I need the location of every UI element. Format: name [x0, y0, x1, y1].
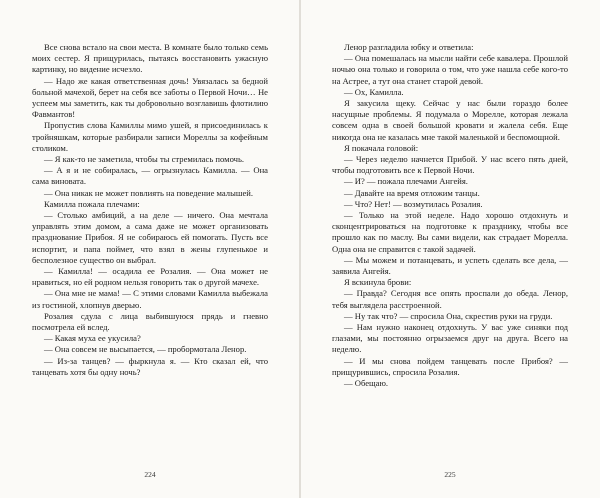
paragraph: Розалия сдула с лица выбившуюся прядь и гневно посмотрела ей вслед.	[32, 310, 268, 333]
paragraph: — Столько амбиций, а на деле — ничего. Она мечтала управлять этим домом, а сама даже не может организовать празднование Прибоя. Я не собираюсь ей помогать. Пусть все испортит, и папа поймет, что взял в жены глупенькое и бесполезное существо он выбрал.	[32, 210, 268, 265]
page-number-left: 224	[144, 470, 156, 479]
paragraph: Я вскинула брови:	[344, 277, 412, 288]
paragraph: — Мы можем и потанцевать, и успеть сделать все дела, — заявила Ангейя.	[332, 254, 568, 277]
paragraph: — А я и не собиралась, — огрызнулась Камилла. — Она сама виновата.	[32, 165, 268, 187]
paragraph: — Только на этой неделе. Надо хорошо отдохнуть и сконцентрироваться на подготовке к празднику, чтобы все прошло как по маслу. Вы сами видели, как страдает Морелла. Одна она не справится с такой задачей.	[332, 210, 568, 254]
paragraph: — Какая муха ее укусила?	[44, 333, 141, 344]
paragraph: — Через неделю начнется Прибой. У нас всего пять дней, чтобы подготовить все к Первой Ночи.	[332, 154, 568, 176]
paragraph: Ленор разгладила юбку и ответила:	[344, 42, 474, 52]
right-page	[332, 42, 568, 460]
paragraph: — Правда? Сегодня все опять проспали до обеда. Ленор, тебя выглядела расстроенной.	[332, 288, 568, 310]
paragraph: Я закусила щеку. Сейчас у нас были гораздо более насущные проблемы. Я подумала о Морелле, которая лежала совсем одна в своей большой кровати и жалела себя. Еще никогда она не казалась мне такой маленькой и беспомощной.	[332, 98, 568, 142]
paragraph: — Она никак не может повлиять на поведение малышей.	[44, 187, 254, 198]
paragraph: — Нам нужно наконец отдохнуть. У вас уже синяки под глазами, мы постоянно огрызаемся друг на друга. Всего на неделю.	[332, 322, 568, 355]
paragraph: — Она помешалась на мысли найти себе кавалера. Прошлой ночью она только и говорила о том, что уже нашла себе кого-то на Астрее, а тут она станет старой девой.	[332, 53, 568, 86]
paragraph: — Давайте на время отложим танцы.	[344, 187, 480, 198]
paragraph: Все снова встало на свои места. В комнате было только семь моих сестер. Я прищурилась, пытаясь восстановить ужасную картинку, но видение исчезло.	[32, 42, 268, 75]
paragraph: — Надо же какая ответственная дочь! Увязалась за бедной больной мачехой, берет на себя все заботы о Первой Ночи… Не успеем мы заметить, как ты добровольно возглавишь флотилию Фавмантов!	[32, 75, 268, 120]
paragraph: — И мы снова пойдем танцевать после Прибоя? — прищурившись, спросила Розалия.	[332, 355, 568, 377]
book-gutter	[299, 0, 301, 498]
paragraph: Я покачала головой:	[344, 142, 419, 153]
paragraph: — И? — пожала плечами Ангейя.	[344, 176, 468, 187]
paragraph: — Обещаю.	[344, 378, 389, 389]
paragraph: — Я как-то не заметила, чтобы ты стремилась помочь.	[44, 154, 245, 165]
paragraph: — Она мне не мама! — С этими словами Камилла выбежала из гостиной, хлопнув дверью.	[32, 288, 268, 310]
paragraph: Камилла пожала плечами:	[44, 198, 140, 209]
left-page	[32, 42, 268, 460]
paragraph: — Ну так что? — спросила Она, скрестив руки на груди.	[344, 310, 553, 321]
paragraph: — Что? Нет! — возмутилась Розалия.	[344, 198, 483, 209]
paragraph: — Из-за танцев? — фыркнула я. — Кто сказал ей, что танцевать хотя бы одну ночь?	[32, 355, 268, 377]
paragraph: — Она совсем не высыпается, — пробормотала Ленор.	[44, 344, 247, 355]
paragraph: Пропустив слова Камиллы мимо ушей, я присоединилась к тройняшкам, которые разбирали записи Мореллы за кофейным столиком.	[32, 120, 268, 153]
paragraph: — Камилла! — осадила ее Розалия. — Она может не нравиться, но ей родном нельзя говорить так о другой мачехе.	[32, 266, 268, 288]
page-number-right: 225	[444, 470, 456, 479]
paragraph: — Ох, Камилла.	[344, 86, 404, 97]
